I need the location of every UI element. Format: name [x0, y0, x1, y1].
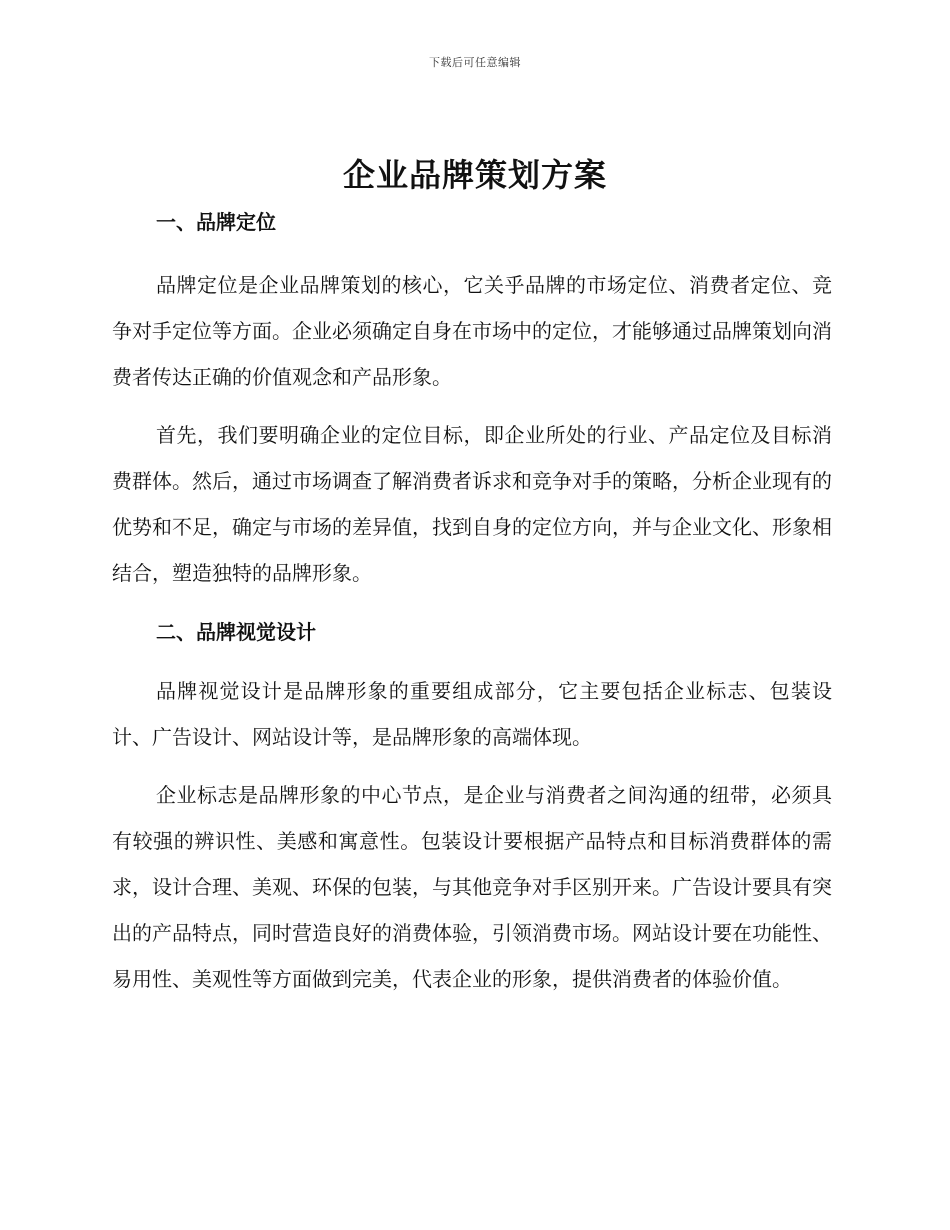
- paragraph-visual-design-intro: 品牌视觉设计是品牌形象的重要组成部分，它主要包括企业标志、包装设计、广告设计、网站设计等，是品牌形象的高端体现。: [112, 679, 832, 749]
- document-title: 企业品牌策划方案: [342, 156, 607, 194]
- section-heading-brand-positioning: 一、品牌定位: [156, 210, 276, 234]
- paragraph-positioning-steps: 首先，我们要明确企业的定位目标，即企业所处的行业、产品定位及目标消费群体。然后，通过市场调查了解消费者诉求和竞争对手的策略，分析企业现有的优势和不足，确定与市场的差异值，找到自身的定位方向，并与企业文化、形象相结合，塑造独特的品牌形象。: [112, 423, 832, 585]
- section-heading-visual-design: 二、品牌视觉设计: [156, 620, 316, 644]
- document-body: [112, 204, 832, 1002]
- page-header-note: 下载后可任意编辑: [429, 56, 521, 69]
- paragraph-visual-design-details: 企业标志是品牌形象的中心节点，是企业与消费者之间沟通的纽带，必须具有较强的辨识性、美感和寓意性。包装设计要根据产品特点和目标消费群体的需求，设计合理、美观、环保的包装，与其他竞争对手区别开来。广告设计要具有突出的产品特点，同时营造良好的消费体验，引领消费市场。网站设计要在功能性、易用性、美观性等方面做到完美，代表企业的形象，提供消费者的体验价值。: [112, 783, 832, 991]
- paragraph-positioning-intro: 品牌定位是企业品牌策划的核心，它关乎品牌的市场定位、消费者定位、竞争对手定位等方面。企业必须确定自身在市场中的定位，才能够通过品牌策划向消费者传达正确的价值观念和产品形象。: [112, 273, 832, 389]
